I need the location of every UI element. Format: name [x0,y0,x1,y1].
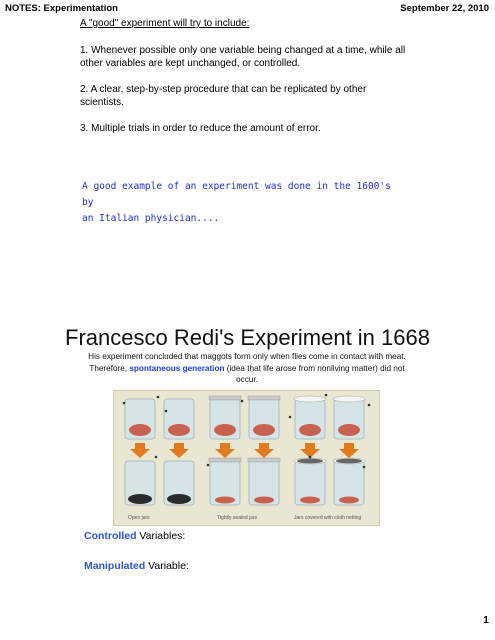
fly [165,410,168,413]
cloth-netting [294,396,326,402]
fly [363,466,366,469]
arrow-down [254,443,274,458]
meat-dried [339,497,359,504]
notes-item-3: 3. Multiple trials in order to reduce the amount of error. [80,123,321,134]
meat-dried [300,497,320,504]
controlled-keyword: Controlled [84,530,137,542]
jar-lid [209,458,241,462]
notes-item-1: 1. Whenever possible only one variable being changed at a time, while all other variables are kept unchanged, or controlled. [80,45,406,69]
page-number: 1 [483,614,489,626]
caption-open-jars: Open jars [128,515,150,521]
meat [338,424,360,436]
arrow-down [130,443,150,458]
redi-description [82,351,412,386]
meat [129,424,151,436]
meat [253,424,275,436]
meat-dried [215,497,235,504]
manipulated-label: Variable: [145,560,189,572]
redi-title: Francesco Redi's Experiment in 1668 [65,325,430,350]
arrow-down [169,443,189,458]
arrow-down [215,443,235,458]
spontaneous-generation-term: spontaneous generation [129,363,225,373]
jar-lid [248,396,280,400]
fly [309,456,312,459]
fly [157,396,160,399]
maggots-on-net [336,459,362,464]
desc-after: (idea that life arose from nonliving matter) did not occur. [226,363,405,384]
maggots-on-net [297,459,323,464]
fly [123,402,126,405]
header-title: NOTES: Experimentation [5,3,118,14]
meat [214,424,236,436]
meat-dried [254,497,274,504]
variables-section [84,530,189,590]
manipulated-variable [84,560,189,573]
maggots [167,494,191,504]
jar-lid [248,458,280,462]
notes-intro: A "good" experiment will try to include: [80,18,250,29]
manipulated-keyword: Manipulated [84,560,146,572]
handwritten-note [82,179,402,227]
controlled-label: Variables: [136,530,186,542]
fly [289,416,292,419]
caption-netted-jars: Jars covered with cloth netting [294,515,362,521]
jar-lid [209,396,241,400]
caption-sealed-jars: Tightly sealed jars [217,515,258,521]
fly [241,400,244,403]
arrow-down [339,443,359,458]
fly [207,464,210,467]
notes-section [80,17,410,148]
notes-item-2: 2. A clear, step-by-step procedure that can be replicated by other scientists. [80,84,367,108]
fly [155,456,158,459]
redi-experiment-figure [113,390,380,526]
meat [299,424,321,436]
handwritten-line-1: A good example of an experiment was done in the 1600's by [82,181,391,208]
experiment-illustration [114,391,379,525]
header-date: September 22, 2010 [400,3,489,14]
meat [168,424,190,436]
handwritten-line-2: an Italian physician.... [82,213,220,224]
fly [325,394,328,397]
fly [368,404,371,407]
controlled-variables [84,530,189,543]
maggots [128,494,152,504]
desc-before: His experiment concluded that maggots form only when flies come in contact with meat. Therefore, [88,352,406,373]
cloth-netting [333,396,365,402]
